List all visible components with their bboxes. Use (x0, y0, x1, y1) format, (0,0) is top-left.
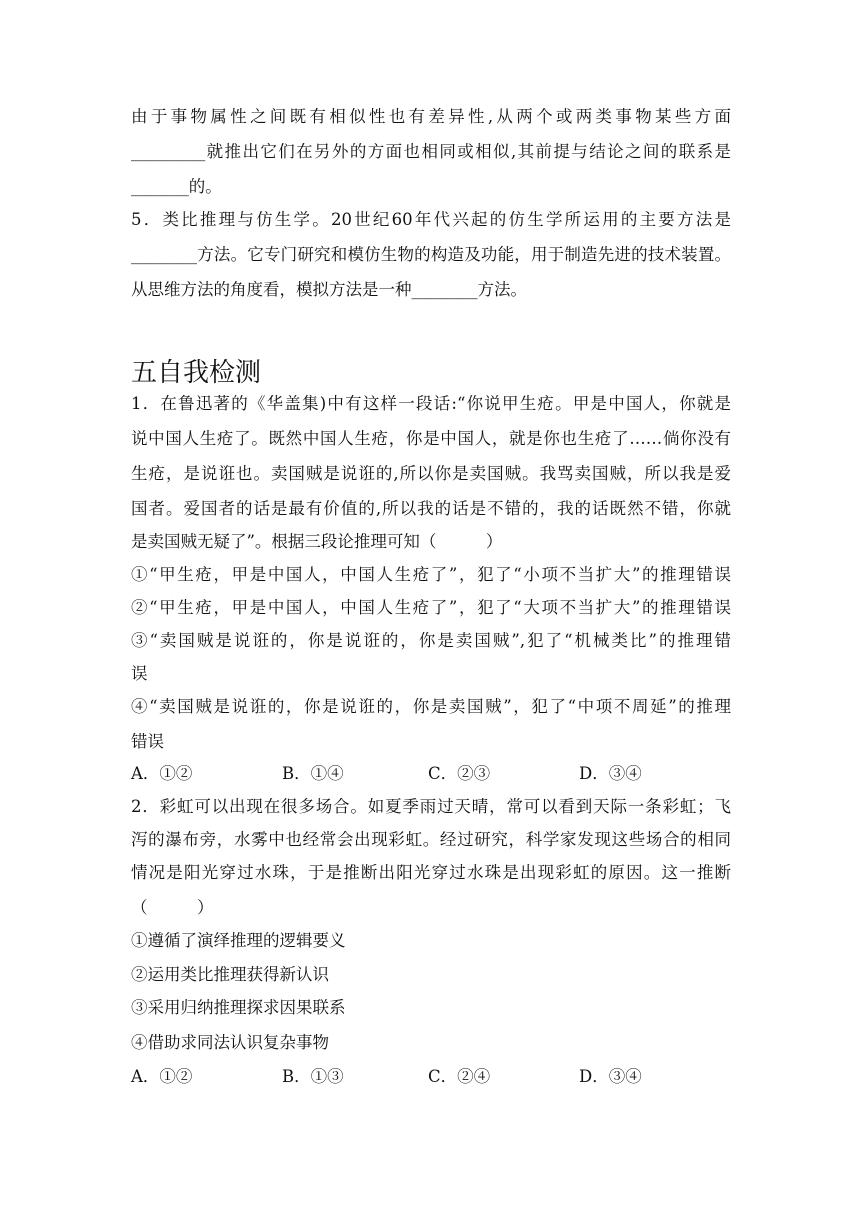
item5-line: 从思维方法的角度看，模拟方法是一种________方法。 (131, 280, 527, 299)
q2-statement: ④借助求同法认识复杂事物 (131, 1033, 329, 1052)
q1-statement: ①“甲生疮，甲是中国人，中国人生疮了”，犯了“小项不当扩大”的推理错误 (131, 565, 731, 584)
q1-stem-line: 1．在鲁迅著的《华盖集)中有这样一段话:“你说甲生疮。甲是中国人，你就是 (131, 394, 731, 413)
q1-statement: ④“卖国贼是说诳的，你是说诳的，你是卖国贼”，犯了“中项不周延”的推理 (131, 697, 731, 716)
intro-line: _______的。 (131, 177, 222, 196)
q2-statement: ②运用类比推理获得新认识 (131, 965, 329, 984)
q1-statement: ③“卖国贼是说诳的，你是说诳的，你是卖国贼”,犯了“机械类比”的推理错 (131, 631, 731, 650)
q2-statement: ③采用归纳推理探求因果联系 (131, 998, 346, 1017)
section-heading: 五自我检测 (131, 358, 262, 388)
option-b[interactable]: B．①③ (282, 1067, 344, 1086)
q1-statement: 错误 (131, 732, 164, 751)
option-b[interactable]: B．①④ (282, 764, 344, 783)
q2-statement: ①遵循了演绎推理的逻辑要义 (131, 931, 346, 950)
intro-line: _________就推出它们在另外的方面也相同或相似,其前提与结论之间的联系是 (131, 142, 731, 161)
intro-line: 由于事物属性之间既有相似性也有差异性,从两个或两类事物某些方面 (131, 107, 731, 126)
q1-stem-line: 是卖国贼无疑了”。根据三段论推理可知（ ） (131, 532, 503, 551)
q1-statement: 误 (131, 664, 148, 683)
q1-stem-line: 生疮，是说诳也。卖国贼是说诳的,所以你是卖国贼。我骂卖国贼，所以我是爱 (131, 464, 731, 483)
q1-stem-line: 国者。爱国者的话是最有价值的,所以我的话是不错的，我的话既然不错，你就 (131, 499, 731, 518)
item5-line: 5．类比推理与仿生学。20世纪60年代兴起的仿生学所运用的主要方法是 (131, 210, 731, 229)
q2-stem-line: 泻的瀑布旁，水雾中也经常会出现彩虹。经过研究，科学家发现这些场合的相同 (131, 830, 731, 849)
q1-statement: ②“甲生疮，甲是中国人，中国人生疮了”，犯了“大项不当扩大”的推理错误 (131, 598, 731, 617)
option-c[interactable]: C．②④ (428, 1067, 491, 1086)
option-a[interactable]: A．①② (131, 1067, 193, 1086)
option-c[interactable]: C．②③ (428, 764, 491, 783)
option-a[interactable]: A．①② (131, 764, 193, 783)
q2-stem-line: 情况是阳光穿过水珠，于是推断出阳光穿过水珠是出现彩虹的原因。这一推断 (131, 863, 731, 882)
option-d[interactable]: D．③④ (579, 1067, 642, 1086)
option-d[interactable]: D．③④ (579, 764, 642, 783)
q1-stem-line: 说中国人生疮了。既然中国人生疮，你是中国人，就是你也生疮了……倘你没有 (131, 429, 731, 448)
q2-stem-line: （ ） (131, 898, 214, 917)
q2-stem-line: 2．彩虹可以出现在很多场合。如夏季雨过天晴，常可以看到天际一条彩虹；飞 (131, 797, 731, 816)
item5-line: ________方法。它专门研究和模仿生物的构造及功能，用于制造先进的技术装置。 (131, 245, 731, 264)
